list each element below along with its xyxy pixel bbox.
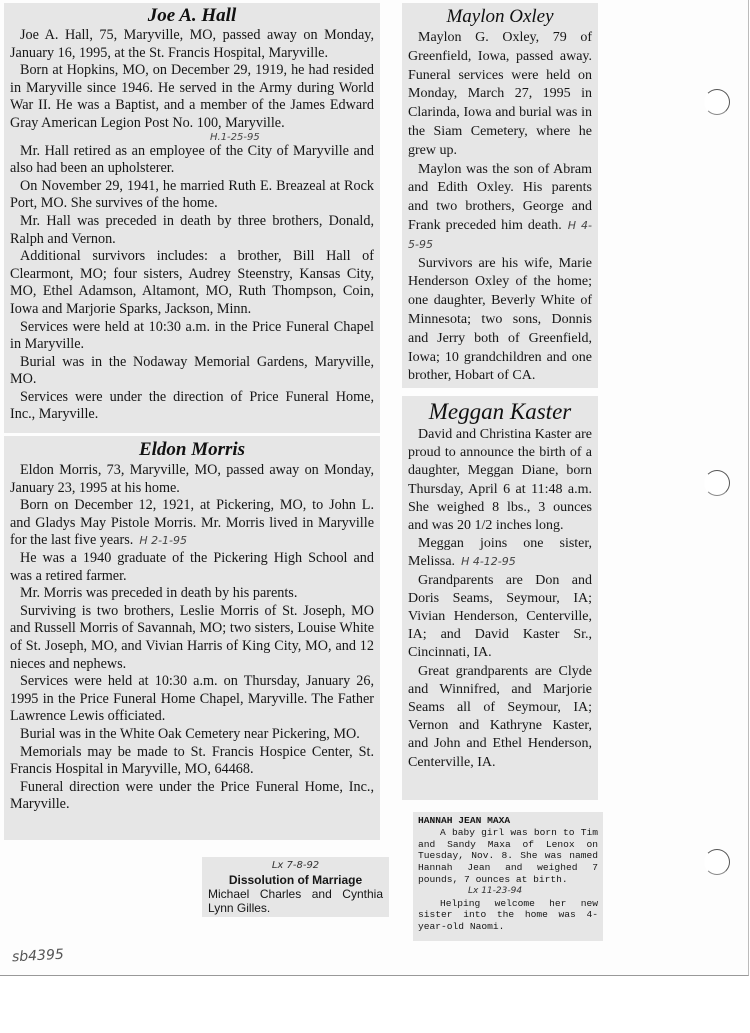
paragraph: Services were held at 10:30 a.m. on Thursday, January 26, 1995 in the Price Funeral Home Chapel, Maryville. The Father Lawrence Lewis officiated. <box>10 673 374 725</box>
paragraph: Survivors are his wife, Marie Henderson Oxley of the home; one daughter, Beverly White of Minnesota; two sons, Donnis and Jerry both of Greenfield, Iowa; 10 grandchildren and one brother, Hobart of CA. <box>408 255 592 384</box>
paragraph: Burial was in the Nodaway Memorial Gardens, Maryville, MO. <box>10 353 374 388</box>
paragraph: Great grandparents are Clyde and Winnifred, and Marjorie Seams all of Seymour, IA; Vernon and Kathryne Kaster, and John and Ethel Henderson, Centerville, IA. <box>408 663 592 770</box>
paragraph: David and Christina Kaster are proud to announce the birth of a daughter, Meggan Diane, born Thursday, April 6 at 11:48 a.m. She weighed 8 lbs., 3 ounces and was 20 1/2 inches long. <box>408 427 592 534</box>
clipping-title: Meggan Kaster <box>428 399 572 424</box>
obituary-joe-hall <box>4 3 380 433</box>
paragraph: Services were held at 10:30 a.m. in the Price Funeral Chapel in Maryville. <box>10 318 374 353</box>
clipping-title: Maylon Oxley <box>446 6 554 27</box>
paragraph: Surviving is two brothers, Leslie Morris of St. Joseph, MO and Russell Morris of Savannah, MO; two sisters, Louise White of St. Joseph, MO, and Vivian Harris of King City, MO, and 12 nieces and nephews. <box>10 602 374 672</box>
paragraph: A baby girl was born to Tim and Sandy Maxa of Lenox on Tuesday, Nov. 8. She was named Hannah Jean and weighed 7 pounds, 7 ounces at birth. <box>418 826 598 885</box>
paragraph-text: Meggan joins one sister, Melissa. <box>408 536 592 570</box>
handwritten-note: Lx 11-23-94 <box>468 885 523 896</box>
obituary-eldon-morris <box>4 436 380 840</box>
paragraph <box>408 161 592 255</box>
birth-announcement-hannah-maxa <box>413 812 603 941</box>
paragraph: Mr. Morris was preceded in death by his parents. <box>20 585 298 602</box>
paragraph: Memorials may be made to St. Francis Hospice Center, St. Francis Hospital in Maryville, MO, 64468. <box>10 743 374 778</box>
page-id: sb4395 <box>11 946 65 966</box>
legal-notice-dissolution <box>202 857 389 917</box>
punch-hole <box>704 89 730 115</box>
paragraph: He was a 1940 graduate of the Pickering High School and was a retired farmer. <box>10 549 374 584</box>
paragraph-text: Born on December 12, 1921, at Pickering, MO, to John L. and Gladys May Pistole Morris. Mr. Morris lived in Maryville for the last five years. <box>10 497 374 549</box>
paragraph: Born at Hopkins, MO, on December 29, 1919, he had resided in Maryville since 1946. He served in the Army during World War II. He was a Baptist, and a member of the James Edward Gray American Legion Post No. 100, Maryville. <box>10 62 374 131</box>
paragraph: On November 29, 1941, he married Ruth E. Breazeal at Rock Port, MO. She survives of the home. <box>10 177 374 212</box>
paragraph: Mr. Hall retired as an employee of the City of Maryville and also had been an upholsterer. <box>10 142 374 177</box>
clipping-title: Eldon Morris <box>138 439 246 460</box>
paragraph: Additional survivors includes: a brother, Bill Hall of Clearmont, MO; four sisters, Audrey Steenstry, Kansas City, MO, Ethel Adamson, Altamont, MO, Ruth Thompson, Coin, Iowa and Marjorie Sparks, Jackson, Minn. <box>10 248 374 317</box>
paragraph: Grandparents are Don and Doris Seams, Seymour, IA; Vivian Henderson, Centerville, IA; and David Kaster Sr., Cincinnati, IA. <box>408 572 592 661</box>
punch-hole <box>704 849 730 875</box>
birth-announcement-meggan-kaster <box>402 396 598 800</box>
paragraph: Helping welcome her new sister into the home was 4-year-old Naomi. <box>418 897 598 933</box>
paragraph: Eldon Morris, 73, Maryville, MO, passed away on Monday, January 23, 1995 at his home. <box>10 462 374 496</box>
clipping-title: HANNAH JEAN MAXA <box>418 815 511 826</box>
handwritten-note: H 4-12-95 <box>461 555 516 569</box>
paragraph <box>408 535 592 571</box>
paragraph: Joe A. Hall, 75, Maryville, MO, passed away on Monday, January 16, 1995, at the St. Francis Hospital, Maryville. <box>10 27 374 61</box>
obituary-maylon-oxley <box>402 3 598 388</box>
paragraph: Burial was in the White Oak Cemetery near Pickering, MO. <box>20 725 360 742</box>
paragraph: Funeral direction were under the Price Funeral Home, Inc., Maryville. <box>10 778 374 813</box>
punch-hole <box>704 470 730 496</box>
handwritten-note: H 4-5-95 <box>408 218 592 251</box>
clipping-title: Joe A. Hall <box>147 5 237 26</box>
paragraph <box>10 497 374 550</box>
paragraph: Mr. Hall was preceded in death by three brothers, Donald, Ralph and Vernon. <box>10 212 374 247</box>
paragraph: Maylon G. Oxley, 79 of Greenfield, Iowa, passed away. Funeral services were held on Monday, March 27, 1995 in Clarinda, Iowa and burial was in the Siam Cemetery, where he grew up. <box>408 30 592 158</box>
paragraph: Services were under the direction of Price Funeral Home, Inc., Maryville. <box>10 388 374 423</box>
handwritten-note: Lx 7-8-92 <box>271 860 320 871</box>
handwritten-note: H 2-1-95 <box>139 534 188 548</box>
notice-title: Dissolution of Marriage <box>228 873 363 887</box>
handwritten-note: H.1-25-95 <box>210 131 260 143</box>
notice-body: Michael Charles and Cynthia Lynn Gilles. <box>208 887 383 915</box>
paragraph-text: Maylon was the son of Abram and Edith Oxley. His parents and two brothers, George and Frank preceded him death. <box>408 161 592 233</box>
